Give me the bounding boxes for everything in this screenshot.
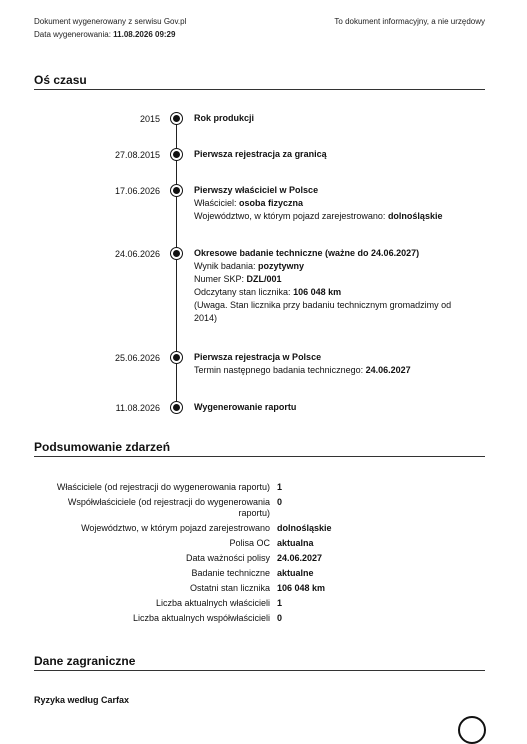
event-date: 25.06.2026 [114, 353, 160, 363]
timeline-dot-icon [171, 402, 182, 413]
summary-divider [34, 456, 485, 457]
event-title: Okresowe badanie techniczne (ważne do 24.06.2027) [194, 248, 420, 258]
summary-label: Data ważności polisy [185, 553, 270, 563]
summary-value: 1 [277, 598, 283, 608]
summary-value: 106 048 km [277, 583, 326, 593]
event-title: Pierwszy właściciel w Polsce [194, 185, 319, 195]
event-date: 2015 [139, 114, 160, 124]
event-detail: Numer SKP: DZL/001 [194, 274, 282, 284]
circle-icon [458, 716, 486, 744]
disclaimer: To dokument informacyjny, a nie urzędowy [334, 17, 485, 26]
summary-label: Liczba aktualnych właścicieli [155, 598, 270, 608]
summary-value: 0 [277, 613, 283, 623]
timeline-dot-icon [171, 352, 182, 363]
summary-value: dolnośląskie [277, 523, 332, 533]
timeline-dot-icon [171, 185, 182, 196]
carfax-title: Ryzyka według Carfax [34, 695, 130, 705]
event-date: 27.08.2015 [114, 150, 160, 160]
event-detail: Województwo, w którym pojazd zarejestrowano: dolnośląskie [194, 211, 443, 221]
event-detail: Termin następnego badania technicznego: 24.06.2027 [194, 365, 411, 375]
timeline-line [176, 118, 177, 408]
summary-label: Właściciele (od rejestracji do wygenerowania raportu) [56, 482, 270, 492]
summary-title: Podsumowanie zdarzeń [34, 440, 171, 454]
event [194, 112, 464, 125]
summary-label: Polisa OC [229, 538, 270, 548]
summary-label: Liczba aktualnych współwłaścicieli [132, 613, 270, 623]
summary-value: 0 [277, 497, 283, 507]
event-title: Wygenerowanie raportu [194, 402, 297, 412]
foreign-divider [34, 670, 485, 671]
generated-label: Data wygenerowania: [34, 30, 111, 39]
summary-value: 24.06.2027 [277, 553, 323, 563]
event-date: 24.06.2026 [114, 249, 160, 259]
summary-value: 1 [277, 482, 283, 492]
event [194, 247, 464, 325]
source-text: Dokument wygenerowany z serwisu Gov.pl [34, 17, 187, 26]
summary-label: Badanie techniczne [191, 568, 270, 578]
summary-label: Ostatni stan licznika [189, 583, 270, 593]
timeline-dot-icon [171, 113, 182, 124]
event-title: Pierwsza rejestracja za granicą [194, 149, 327, 159]
summary-label: Współwłaściciele (od rejestracji do wygenerowania raportu) [67, 497, 270, 518]
timeline-dot-icon [171, 149, 182, 160]
event-detail: Właściciel: osoba fizyczna [194, 198, 304, 208]
event-date: 17.06.2026 [114, 186, 160, 196]
timeline-title: Oś czasu [34, 73, 87, 87]
summary-value: aktualne [277, 568, 314, 578]
event-note: (Uwaga. Stan licznika przy badaniu technicznym gromadzimy od 2014) [194, 300, 452, 323]
event-title: Pierwsza rejestracja w Polsce [194, 352, 322, 362]
generated-date [34, 30, 175, 39]
event [194, 148, 464, 161]
generated-value: 11.08.2026 09:29 [113, 30, 176, 39]
timeline-divider [34, 89, 485, 90]
event-detail: Wynik badania: pozytywny [194, 261, 304, 271]
summary-label: Województwo, w którym pojazd zarejestrowano [81, 523, 270, 533]
summary-value: aktualna [277, 538, 314, 548]
event-date: 11.08.2026 [115, 403, 160, 413]
event-detail: Odczytany stan licznika: 106 048 km [194, 287, 342, 297]
event-title: Rok produkcji [194, 113, 255, 123]
event [194, 184, 464, 223]
event [194, 401, 464, 414]
timeline-dot-icon [171, 248, 182, 259]
event [194, 351, 464, 377]
foreign-title: Dane zagraniczne [34, 654, 136, 668]
